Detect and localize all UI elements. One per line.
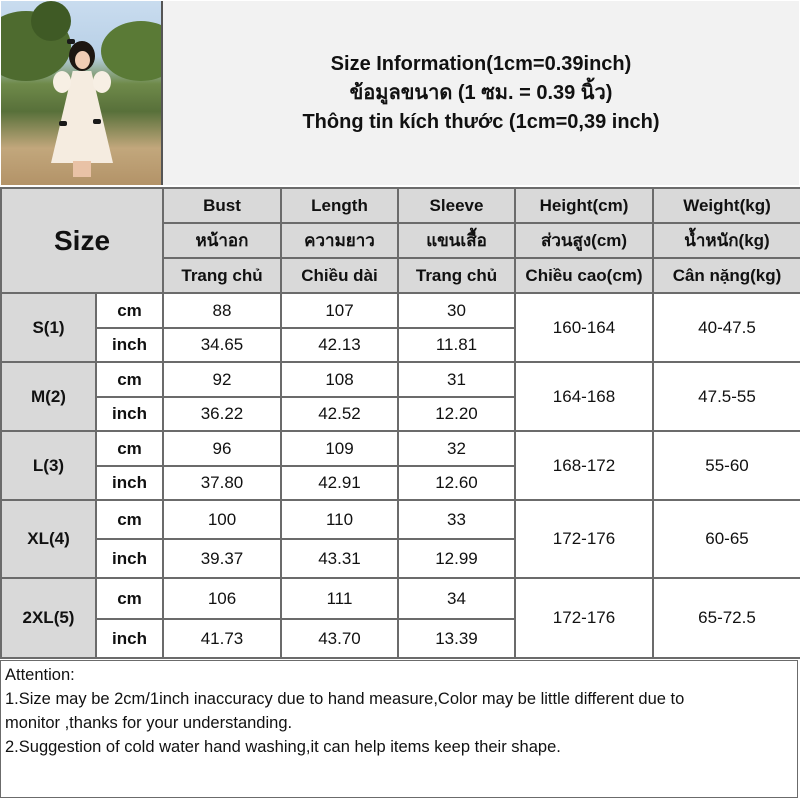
unit-cm: cm [96,362,163,397]
attention-note-2: 2.Suggestion of cold water hand washing,it can help items keep their shape. [5,738,561,756]
title-thai: ข้อมูลขนาด (1 ซม. = 0.39 นิ้ว) [349,81,613,104]
col-sleeve-th: แขนเสื้อ [398,223,515,258]
title-english: Size Information(1cm=0.39inch) [330,52,632,75]
unit-cm: cm [96,431,163,466]
bust-cm: 92 [163,362,281,397]
sleeve-cm: 33 [398,500,515,539]
size-label: XL(4) [1,500,96,578]
bust-cm: 106 [163,578,281,619]
length-inch: 43.70 [281,619,398,658]
col-sleeve-en: Sleeve [398,188,515,223]
title-box [163,1,799,185]
sleeve-inch: 11.81 [398,328,515,362]
attention-notes [0,660,798,798]
size-table [0,187,800,659]
weight-range: 40-47.5 [653,293,800,362]
height-range: 160-164 [515,293,653,362]
length-inch: 42.52 [281,397,398,431]
sleeve-cm: 30 [398,293,515,328]
table-row [1,293,800,328]
length-inch: 42.13 [281,328,398,362]
col-weight-vi: Cân nặng(kg) [653,258,800,293]
sleeve-inch: 13.39 [398,619,515,658]
size-header: Size [1,188,163,293]
sleeve-cm: 34 [398,578,515,619]
length-cm: 110 [281,500,398,539]
unit-cm: cm [96,293,163,328]
sleeve-inch: 12.60 [398,466,515,500]
sleeve-inch: 12.99 [398,539,515,578]
table-row [1,578,800,619]
unit-inch: inch [96,619,163,658]
table-row [1,362,800,397]
bust-inch: 36.22 [163,397,281,431]
bust-inch: 37.80 [163,466,281,500]
weight-range: 65-72.5 [653,578,800,658]
length-cm: 109 [281,431,398,466]
size-label: 2XL(5) [1,578,96,658]
table-row [1,500,800,539]
col-height-th: ส่วนสูง(cm) [515,223,653,258]
product-photo [1,1,163,185]
col-weight-en: Weight(kg) [653,188,800,223]
sleeve-cm: 32 [398,431,515,466]
height-range: 172-176 [515,578,653,658]
length-inch: 43.31 [281,539,398,578]
bust-inch: 34.65 [163,328,281,362]
attention-note-1b: monitor ,thanks for your understanding. [5,714,293,732]
size-label: L(3) [1,431,96,500]
col-bust-en: Bust [163,188,281,223]
bust-cm: 88 [163,293,281,328]
col-length-en: Length [281,188,398,223]
col-height-vi: Chiều cao(cm) [515,258,653,293]
unit-inch: inch [96,539,163,578]
title-vietnamese: Thông tin kích thước (1cm=0,39 inch) [302,110,660,133]
size-label: M(2) [1,362,96,431]
height-range: 168-172 [515,431,653,500]
col-sleeve-vi: Trang chủ [398,258,515,293]
unit-cm: cm [96,500,163,539]
bust-cm: 100 [163,500,281,539]
col-bust-vi: Trang chủ [163,258,281,293]
col-weight-th: น้ำหนัก(kg) [653,223,800,258]
unit-cm: cm [96,578,163,619]
bust-inch: 41.73 [163,619,281,658]
attention-heading: Attention: [5,666,75,684]
attention-note-1a: 1.Size may be 2cm/1inch inaccuracy due to hand measure,Color may be little different due to [5,690,685,708]
weight-range: 47.5-55 [653,362,800,431]
height-range: 172-176 [515,500,653,578]
col-length-th: ความยาว [281,223,398,258]
size-label: S(1) [1,293,96,362]
bust-cm: 96 [163,431,281,466]
unit-inch: inch [96,397,163,431]
col-length-vi: Chiều dài [281,258,398,293]
length-inch: 42.91 [281,466,398,500]
weight-range: 55-60 [653,431,800,500]
length-cm: 107 [281,293,398,328]
sleeve-cm: 31 [398,362,515,397]
sleeve-inch: 12.20 [398,397,515,431]
table-row [1,431,800,466]
length-cm: 111 [281,578,398,619]
height-range: 164-168 [515,362,653,431]
unit-inch: inch [96,466,163,500]
weight-range: 60-65 [653,500,800,578]
bust-inch: 39.37 [163,539,281,578]
col-height-en: Height(cm) [515,188,653,223]
unit-inch: inch [96,328,163,362]
col-bust-th: หน้าอก [163,223,281,258]
length-cm: 108 [281,362,398,397]
